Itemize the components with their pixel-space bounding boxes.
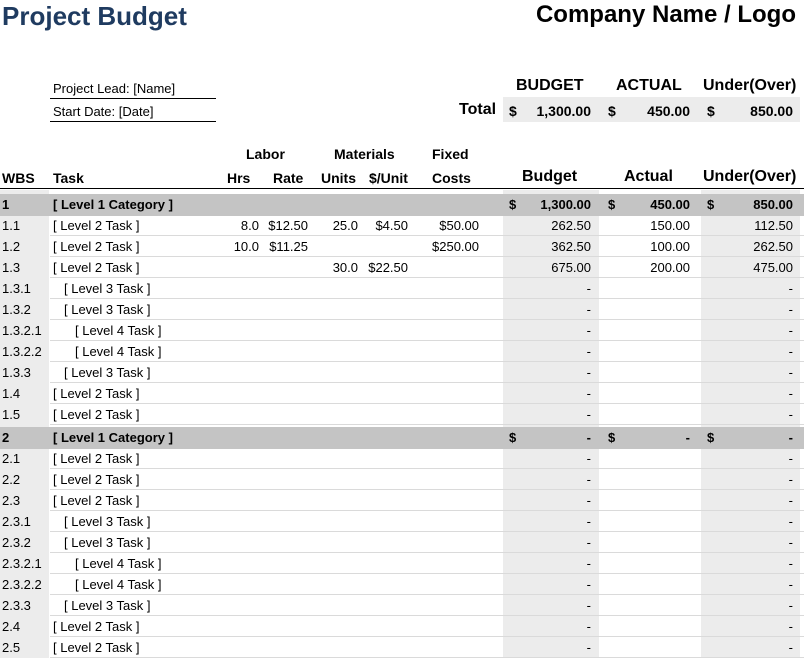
rate-header: Rate <box>273 170 304 186</box>
table-row[interactable] <box>0 574 804 595</box>
wbs-cell[interactable]: 1.3.1 <box>2 281 31 296</box>
wbs-cell[interactable]: 1.5 <box>2 407 21 422</box>
rate-cell[interactable]: $12.50 <box>268 218 308 233</box>
actual-cell[interactable]: 200.00 <box>650 260 690 275</box>
budget-cell[interactable]: - <box>586 535 591 550</box>
page-title: Project Budget <box>2 1 187 31</box>
task-cell[interactable]: [ Level 2 Task ] <box>53 260 140 275</box>
row-divider <box>50 424 804 425</box>
total-budget-value: 1,300.00 <box>536 103 591 119</box>
fixed-cell[interactable]: $250.00 <box>432 239 479 254</box>
wbs-cell[interactable]: 1.3.2 <box>2 302 31 317</box>
labor-group-header: Labor <box>246 146 285 162</box>
under-over-cell[interactable]: - <box>788 281 793 296</box>
task-cell[interactable]: [ Level 2 Task ] <box>53 407 140 422</box>
under-over-cell[interactable]: - <box>788 577 793 592</box>
under-over-cell[interactable]: - <box>788 598 793 613</box>
budget-cell[interactable]: 1,300.00 <box>540 197 591 212</box>
under-over-cell[interactable]: 112.50 <box>754 218 793 233</box>
wbs-cell[interactable]: 2.3 <box>2 493 21 508</box>
task-cell[interactable]: [ Level 3 Task ] <box>64 302 151 317</box>
under-over-cell[interactable]: - <box>788 556 793 571</box>
budget-cell[interactable]: - <box>586 407 591 422</box>
table-row[interactable] <box>0 257 804 278</box>
under-over-cell[interactable]: 475.00 <box>753 260 793 275</box>
total-label: Total <box>459 101 497 118</box>
hrs-header: Hrs <box>227 170 251 186</box>
budget-currency[interactable]: $ <box>509 430 517 445</box>
budget-cell[interactable]: - <box>586 344 591 359</box>
table-row[interactable] <box>0 616 804 637</box>
under-over-cell[interactable]: - <box>788 430 793 445</box>
costs-header: Costs <box>432 170 471 186</box>
budget-cell[interactable]: - <box>586 598 591 613</box>
wbs-cell[interactable]: 1.3.2.1 <box>2 323 42 338</box>
wbs-cell[interactable]: 2.2 <box>2 472 21 487</box>
table-row[interactable] <box>0 215 804 236</box>
task-cell[interactable]: [ Level 3 Task ] <box>64 598 151 613</box>
task-cell[interactable]: [ Level 2 Task ] <box>53 451 140 466</box>
under-over-cell[interactable]: - <box>788 407 793 422</box>
under-over-cell[interactable]: 850.00 <box>753 197 793 212</box>
wbs-cell[interactable]: 2 <box>2 430 10 445</box>
table-row[interactable] <box>0 448 804 469</box>
wbs-cell[interactable]: 1.3.2.2 <box>2 344 42 359</box>
budget-cell[interactable]: - <box>586 281 591 296</box>
units-cell[interactable]: 25.0 <box>332 218 358 233</box>
fixed-cell[interactable]: $50.00 <box>439 218 479 233</box>
table-row[interactable] <box>0 595 804 616</box>
under-over-cell[interactable]: - <box>788 323 793 338</box>
wbs-cell[interactable]: 1.4 <box>2 386 21 401</box>
wbs-cell[interactable]: 2.1 <box>2 451 21 466</box>
materials-group-header: Materials <box>334 146 395 162</box>
wbs-cell[interactable]: 1 <box>2 197 10 212</box>
budget-header: Budget <box>522 168 578 185</box>
summary-actual-header: ACTUAL <box>616 77 682 94</box>
task-cell[interactable]: [ Level 4 Task ] <box>75 556 162 571</box>
task-header: Task <box>53 170 84 186</box>
company-logo-placeholder: Company Name / Logo <box>535 1 796 28</box>
wbs-cell[interactable]: 2.3.3 <box>2 598 31 613</box>
wbs-cell[interactable]: 1.2 <box>2 239 21 254</box>
category-row[interactable] <box>0 194 804 216</box>
task-cell[interactable]: [ Level 4 Task ] <box>75 344 162 359</box>
under-over-cell[interactable]: - <box>788 493 793 508</box>
units-header: Units <box>321 170 356 186</box>
task-cell[interactable]: [ Level 2 Task ] <box>53 493 140 508</box>
budget-cell[interactable]: 262.50 <box>551 218 591 233</box>
summary-under-header: Under(Over) <box>703 77 797 94</box>
task-cell[interactable]: [ Level 2 Task ] <box>53 619 140 634</box>
budget-cell[interactable]: - <box>586 472 591 487</box>
budget-cell[interactable]: - <box>586 302 591 317</box>
actual-cell[interactable]: 150.00 <box>650 218 690 233</box>
budget-cell[interactable]: - <box>586 430 591 445</box>
wbs-header: WBS <box>2 170 35 186</box>
wbs-cell[interactable]: 2.3.2.1 <box>2 556 42 571</box>
task-cell[interactable]: [ Level 2 Task ] <box>53 640 140 655</box>
task-cell[interactable]: [ Level 4 Task ] <box>75 323 162 338</box>
budget-cell[interactable]: - <box>586 365 591 380</box>
table-row[interactable] <box>0 511 804 532</box>
under-over-header: Under(Over) <box>703 168 797 185</box>
task-cell[interactable]: [ Level 2 Task ] <box>53 472 140 487</box>
task-cell[interactable]: [ Level 1 Category ] <box>53 430 173 445</box>
task-cell[interactable]: [ Level 2 Task ] <box>53 239 140 254</box>
actual-cell[interactable]: 100.00 <box>650 239 690 254</box>
task-cell[interactable]: [ Level 2 Task ] <box>53 386 140 401</box>
fixed-group-header: Fixed <box>432 146 469 162</box>
table-row[interactable] <box>0 469 804 490</box>
total-actual-value: 450.00 <box>647 103 690 119</box>
rate-cell[interactable]: $11.25 <box>269 239 308 254</box>
actual-cell[interactable]: - <box>685 430 690 445</box>
table-row[interactable] <box>0 278 804 299</box>
task-cell[interactable]: [ Level 3 Task ] <box>64 365 151 380</box>
table-row[interactable] <box>0 383 804 404</box>
under-currency[interactable]: $ <box>707 197 715 212</box>
budget-cell[interactable]: - <box>586 451 591 466</box>
table-row[interactable] <box>0 404 804 425</box>
task-cell[interactable]: [ Level 3 Task ] <box>64 514 151 529</box>
budget-cell[interactable]: - <box>586 619 591 634</box>
under-over-cell[interactable]: - <box>788 472 793 487</box>
under-over-cell[interactable]: - <box>788 365 793 380</box>
table-row[interactable] <box>0 362 804 383</box>
under-over-cell[interactable]: - <box>788 640 793 655</box>
under-over-cell[interactable]: 262.50 <box>753 239 793 254</box>
under-over-cell[interactable]: - <box>788 451 793 466</box>
under-over-cell[interactable]: - <box>788 619 793 634</box>
budget-cell[interactable]: - <box>586 640 591 655</box>
header-rule <box>0 188 804 189</box>
actual-currency[interactable]: $ <box>608 430 616 445</box>
summary-budget-header: BUDGET <box>516 77 584 94</box>
table-row[interactable] <box>0 553 804 574</box>
budget-cell[interactable]: - <box>586 556 591 571</box>
under-over-cell[interactable]: - <box>788 344 793 359</box>
budget-cell[interactable]: - <box>586 386 591 401</box>
hrs-cell[interactable]: 8.0 <box>240 218 259 233</box>
task-cell[interactable]: [ Level 3 Task ] <box>64 535 151 550</box>
budget-currency[interactable]: $ <box>509 197 517 212</box>
total-under-currency: $ <box>707 103 715 119</box>
per-unit-header: $/Unit <box>369 170 408 186</box>
task-cell[interactable]: [ Level 4 Task ] <box>75 577 162 592</box>
budget-cell[interactable]: - <box>586 514 591 529</box>
table-row[interactable] <box>0 490 804 511</box>
actual-currency[interactable]: $ <box>608 197 616 212</box>
per-unit-cell[interactable]: $22.50 <box>368 260 408 275</box>
task-cell[interactable]: [ Level 1 Category ] <box>53 197 173 212</box>
wbs-cell[interactable]: 2.5 <box>2 640 21 655</box>
units-cell[interactable]: 30.0 <box>332 260 358 275</box>
under-over-cell[interactable]: - <box>788 535 793 550</box>
budget-cell[interactable]: - <box>586 323 591 338</box>
actual-cell[interactable]: 450.00 <box>650 197 690 212</box>
table-row[interactable] <box>0 341 804 362</box>
category-row[interactable] <box>0 427 804 449</box>
table-row[interactable] <box>0 637 804 658</box>
hrs-cell[interactable]: 10.0 <box>233 239 259 254</box>
total-budget-currency: $ <box>509 103 517 119</box>
budget-cell[interactable]: - <box>586 493 591 508</box>
project-lead-field[interactable]: Project Lead: [Name] <box>50 78 216 99</box>
total-actual-currency: $ <box>608 103 616 119</box>
table-row[interactable] <box>0 532 804 553</box>
under-over-cell[interactable]: - <box>788 302 793 317</box>
budget-cell[interactable]: 362.50 <box>551 239 591 254</box>
wbs-cell[interactable]: 1.3 <box>2 260 21 275</box>
wbs-cell[interactable]: 2.3.2.2 <box>2 577 42 592</box>
wbs-cell[interactable]: 2.3.1 <box>2 514 31 529</box>
table-row[interactable] <box>0 299 804 320</box>
table-row[interactable] <box>0 320 804 341</box>
budget-cell[interactable]: 675.00 <box>551 260 591 275</box>
wbs-cell[interactable]: 2.3.2 <box>2 535 31 550</box>
wbs-cell[interactable]: 1.3.3 <box>2 365 31 380</box>
under-currency[interactable]: $ <box>707 430 715 445</box>
per-unit-cell[interactable]: $4.50 <box>375 218 408 233</box>
budget-cell[interactable]: - <box>586 577 591 592</box>
task-cell[interactable]: [ Level 2 Task ] <box>53 218 140 233</box>
wbs-cell[interactable]: 1.1 <box>2 218 21 233</box>
task-cell[interactable]: [ Level 3 Task ] <box>64 281 151 296</box>
under-over-cell[interactable]: - <box>788 386 793 401</box>
under-over-cell[interactable]: - <box>788 514 793 529</box>
start-date-field[interactable]: Start Date: [Date] <box>50 101 216 122</box>
wbs-cell[interactable]: 2.4 <box>2 619 21 634</box>
total-under-value: 850.00 <box>750 103 793 119</box>
table-row[interactable] <box>0 236 804 257</box>
actual-header: Actual <box>624 168 673 185</box>
